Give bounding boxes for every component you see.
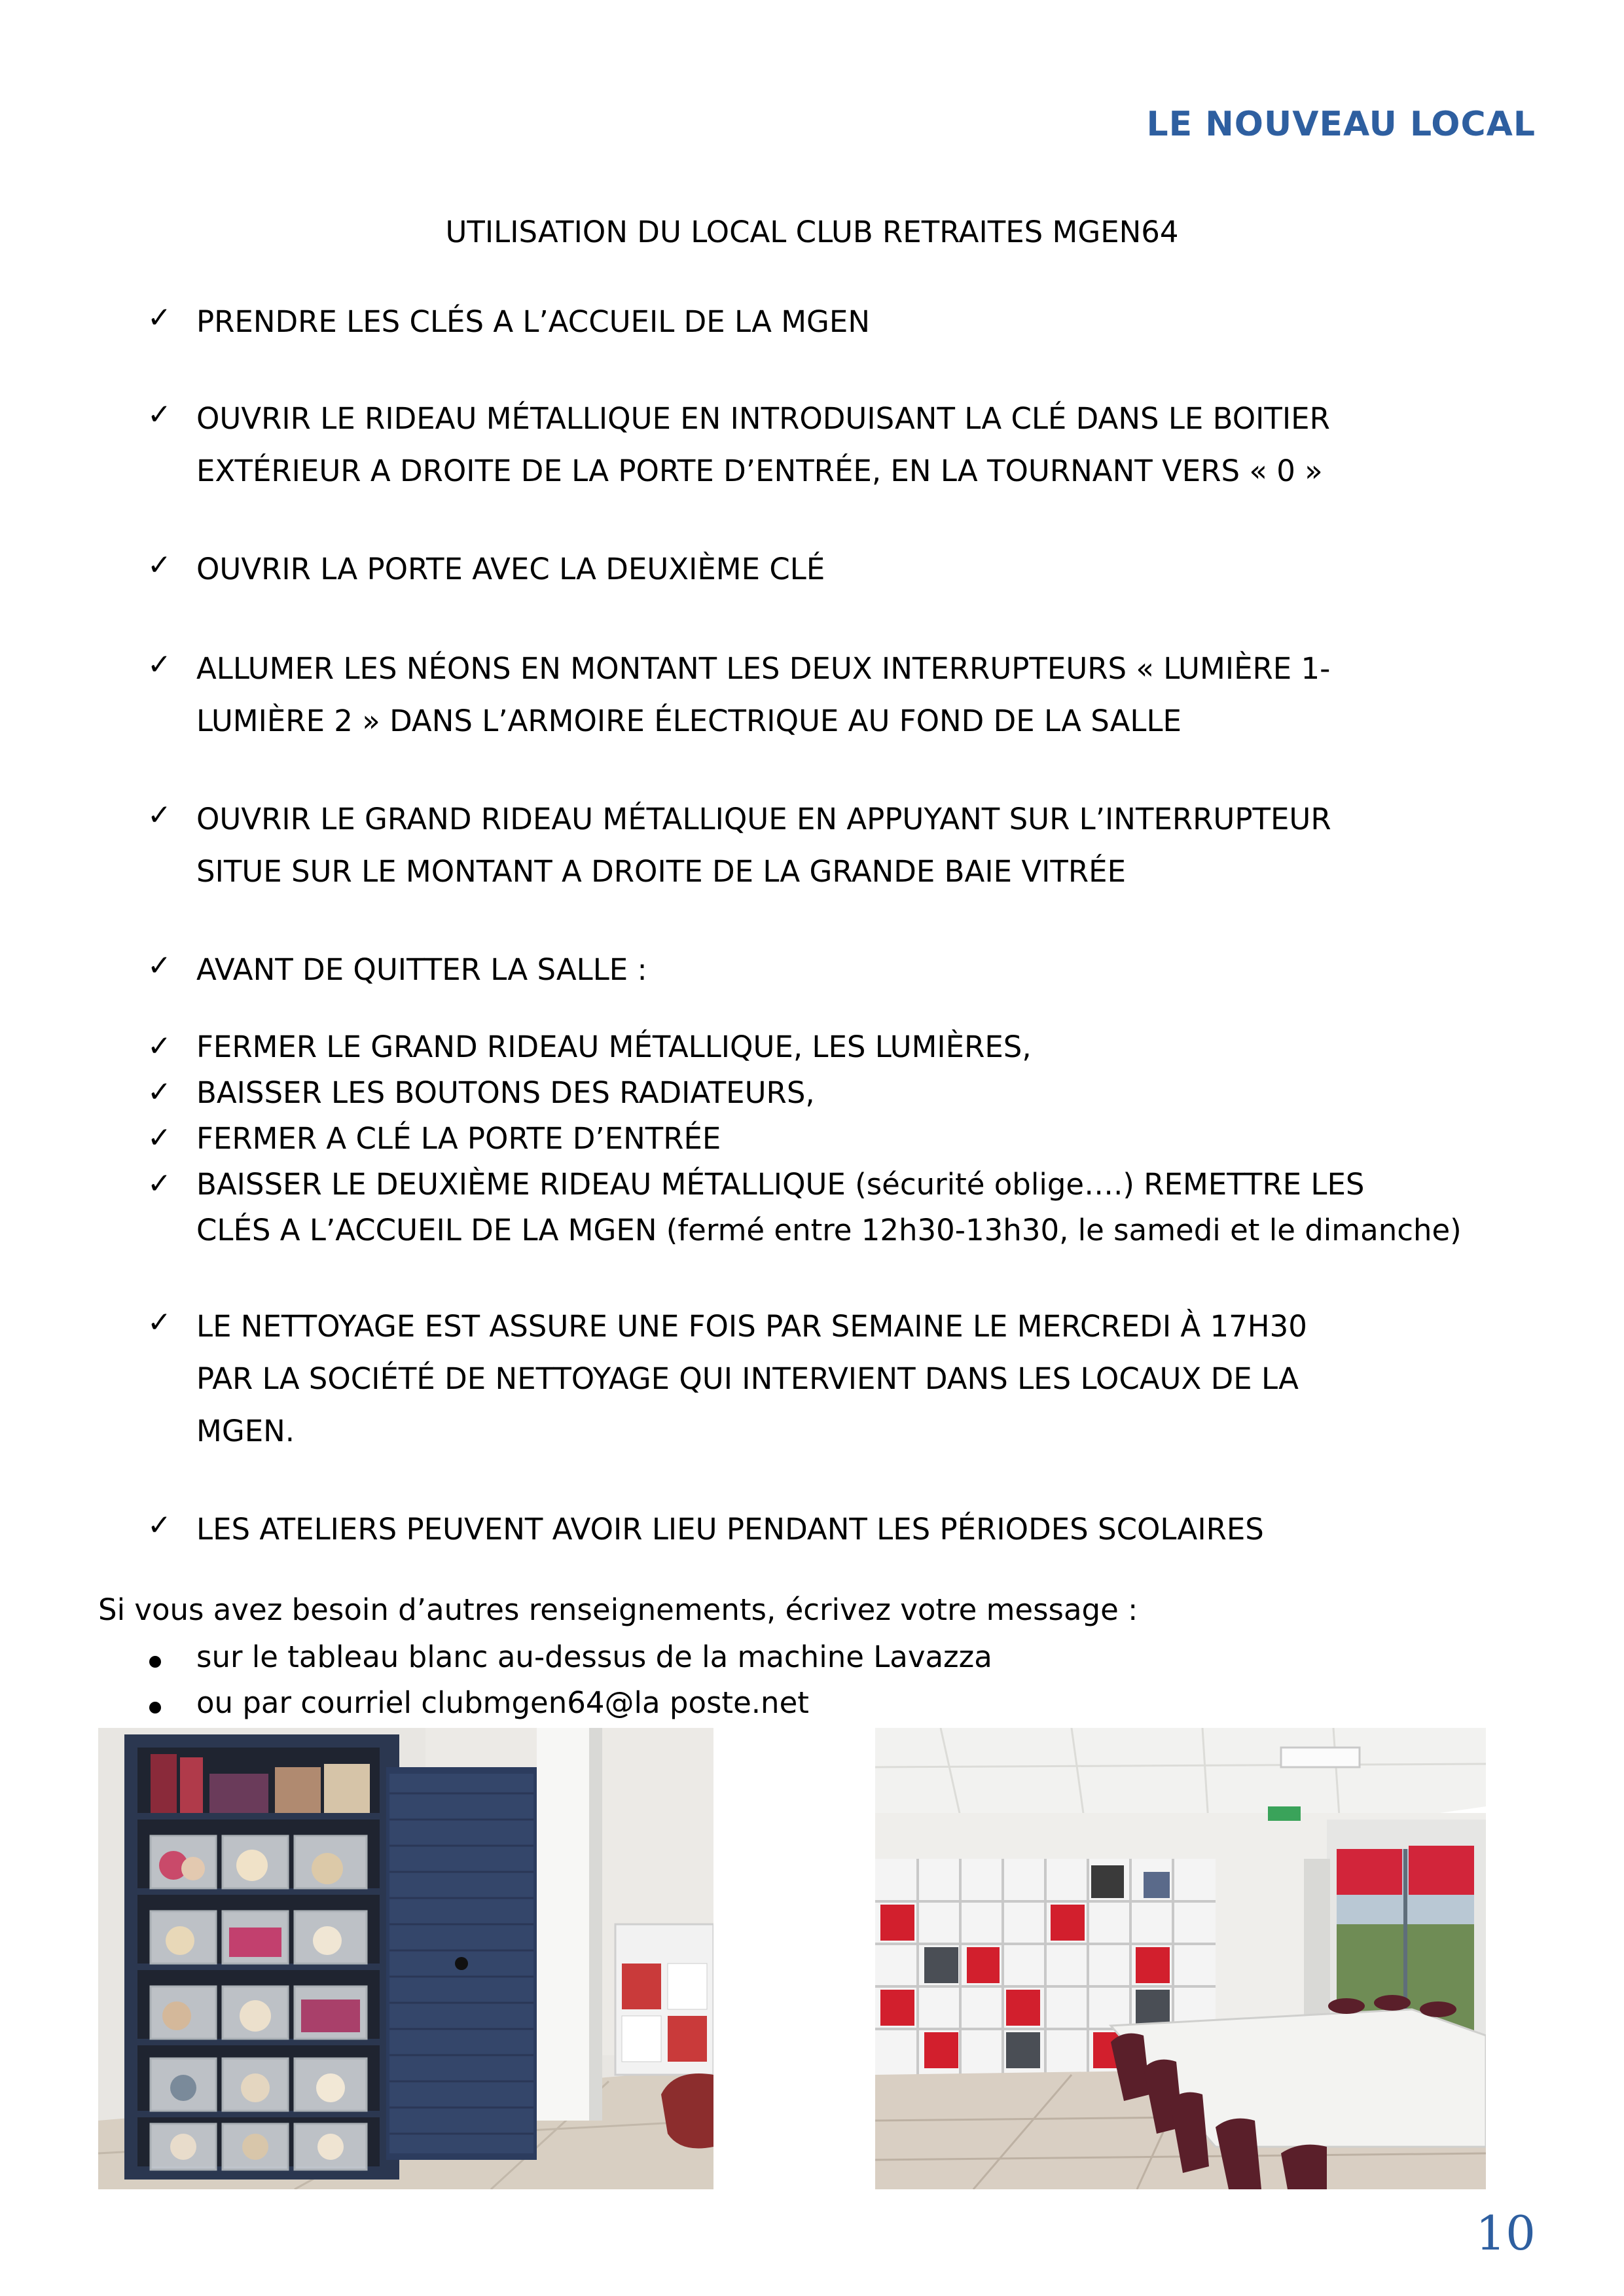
checklist-item: LE NETTOYAGE EST ASSURE UNE FOIS PAR SEMAINE LE MERCREDI À 17H30 [196,1309,1307,1344]
checklist-item: ALLUMER LES NÉONS EN MONTANT LES DEUX INTERRUPTEURS « LUMIÈRE 1- [196,651,1331,686]
checklist-item-continued: MGEN. [196,1414,295,1448]
storage-cabinet-image [98,1728,713,2189]
checklist-item: OUVRIR LA PORTE AVEC LA DEUXIÈME CLÉ [196,552,825,586]
section-subtitle: UTILISATION DU LOCAL CLUB RETRAITES MGEN64 [445,215,1179,249]
check-icon: ✓ [147,1509,171,1542]
check-icon: ✓ [147,648,171,681]
contact-bullet: ou par courriel clubmgen64@la poste.net [196,1685,809,1720]
page-number: 10 [1475,2206,1536,2261]
check-icon: ✓ [147,301,171,334]
checklist-item: FERMER A CLÉ LA PORTE D’ENTRÉE [196,1121,721,1156]
checklist-item-continued: PAR LA SOCIÉTÉ DE NETTOYAGE QUI INTERVIENT DANS LES LOCAUX DE LA [196,1361,1299,1396]
checklist-item: AVANT DE QUITTER LA SALLE : [196,952,647,987]
checklist-item: FERMER LE GRAND RIDEAU MÉTALLIQUE, LES LUMIÈRES, [196,1030,1032,1064]
check-icon: ✓ [147,1306,171,1339]
check-icon: ✓ [147,949,171,982]
bullet-icon [149,1656,161,1668]
checklist-item-continued: CLÉS A L’ACCUEIL DE LA MGEN (fermé entre 12h30-13h30, le samedi et le dimanche) [196,1213,1462,1247]
checklist-item-continued: SITUE SUR LE MONTANT A DROITE DE LA GRANDE BAIE VITRÉE [196,854,1127,889]
checklist-item: PRENDRE LES CLÉS A L’ACCUEIL DE LA MGEN [196,304,871,339]
checklist-item: LES ATELIERS PEUVENT AVOIR LIEU PENDANT LES PÉRIODES SCOLAIRES [196,1512,1264,1547]
contact-bullet: sur le tableau blanc au-dessus de la machine Lavazza [196,1640,992,1674]
check-icon: ✓ [147,548,171,582]
checklist-item-continued: EXTÉRIEUR A DROITE DE LA PORTE D’ENTRÉE, EN LA TOURNANT VERS « 0 » [196,454,1323,488]
check-icon: ✓ [147,1075,171,1109]
storage-cabinet-photo [98,1728,713,2189]
bullet-icon [149,1702,161,1713]
check-icon: ✓ [147,1121,171,1155]
checklist-item: OUVRIR LE RIDEAU MÉTALLIQUE EN INTRODUISANT LA CLÉ DANS LE BOITIER [196,401,1330,436]
check-icon: ✓ [147,1167,171,1200]
check-icon: ✓ [147,1030,171,1063]
checklist-item: BAISSER LES BOUTONS DES RADIATEURS, [196,1075,815,1110]
checklist-item: BAISSER LE DEUXIÈME RIDEAU MÉTALLIQUE (sécurité oblige….) REMETTRE LES [196,1167,1365,1202]
check-icon: ✓ [147,398,171,431]
meeting-room-image [875,1728,1486,2189]
page-title: LE NOUVEAU LOCAL [1146,105,1536,144]
contact-intro: Si vous avez besoin d’autres renseignements, écrivez votre message : [98,1592,1138,1627]
checklist-item-continued: LUMIÈRE 2 » DANS L’ARMOIRE ÉLECTRIQUE AU FOND DE LA SALLE [196,704,1182,738]
check-icon: ✓ [147,798,171,832]
checklist-item: OUVRIR LE GRAND RIDEAU MÉTALLIQUE EN APPUYANT SUR L’INTERRUPTEUR [196,802,1331,836]
meeting-room-photo [875,1728,1486,2189]
